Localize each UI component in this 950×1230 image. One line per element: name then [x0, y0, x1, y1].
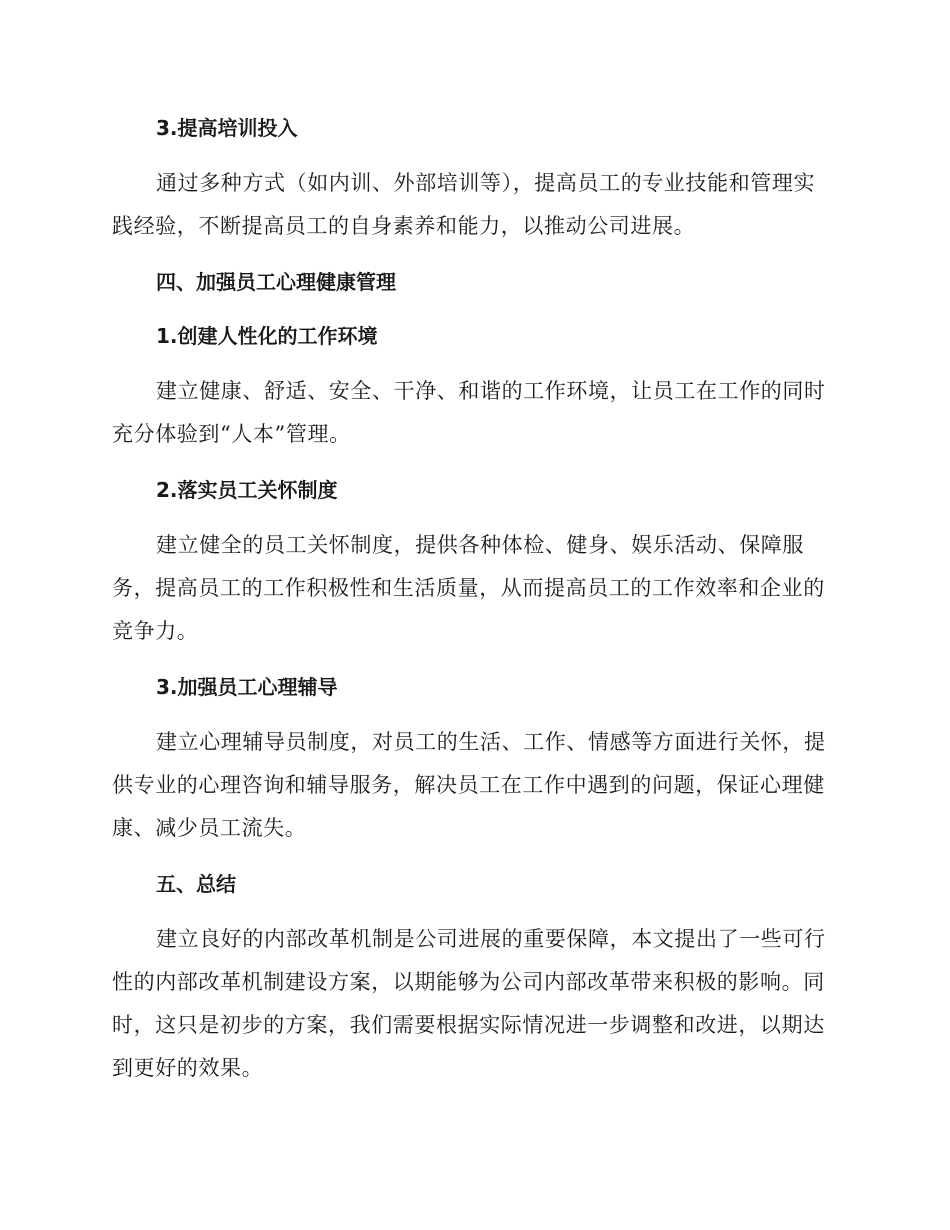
paragraph-line: 到更好的效果。 [112, 1056, 264, 1080]
section-heading-3-counseling: 3.加强员工心理辅导 [156, 675, 338, 699]
document-page [112, 108, 832, 1104]
paragraph-line: 建立心理辅导员制度，对员工的生活、工作、情感等方面进行关怀，提 [156, 730, 826, 754]
paragraph-line: 务，提高员工的工作积极性和生活质量，从而提高员工的工作效率和企业的 [112, 576, 825, 600]
paragraph-line: 践经验，不断提高员工的自身素养和能力，以推动公司进展。 [112, 214, 696, 238]
paragraph-counseling [112, 721, 832, 850]
paragraph-environment [112, 370, 832, 456]
paragraph-training [112, 162, 832, 248]
section-heading-2-care-system: 2.落实员工关怀制度 [156, 478, 338, 502]
section-heading-5-summary: 五、总结 [156, 872, 236, 896]
paragraph-line: 建立健康、舒适、安全、干净、和谐的工作环境，让员工在工作的同时 [156, 379, 826, 403]
paragraph-care-system [112, 524, 832, 653]
paragraph-line: 充分体验到“人本”管理。 [112, 422, 351, 446]
paragraph-line: 建立健全的员工关怀制度，提供各种体检、健身、娱乐活动、保障服 [156, 533, 804, 557]
section-heading-1-environment: 1.创建人性化的工作环境 [156, 324, 378, 348]
section-heading-4-mental-health: 四、加强员工心理健康管理 [156, 270, 396, 294]
paragraph-line: 通过多种方式（如内训、外部培训等），提高员工的专业技能和管理实 [156, 171, 816, 195]
paragraph-line: 竞争力。 [112, 619, 199, 643]
paragraph-summary [112, 918, 832, 1090]
paragraph-line: 供专业的心理咨询和辅导服务，解决员工在工作中遇到的问题，保证心理健 [112, 773, 825, 797]
paragraph-line: 建立良好的内部改革机制是公司进展的重要保障，本文提出了一些可行 [156, 927, 826, 951]
paragraph-line: 康、减少员工流失。 [112, 816, 307, 840]
section-heading-3-training: 3.提高培训投入 [156, 116, 298, 140]
paragraph-line: 性的内部改革机制建设方案，以期能够为公司内部改革带来积极的影响。同 [112, 970, 825, 994]
paragraph-line: 时，这只是初步的方案，我们需要根据实际情况进一步调整和改进，以期达 [112, 1013, 825, 1037]
